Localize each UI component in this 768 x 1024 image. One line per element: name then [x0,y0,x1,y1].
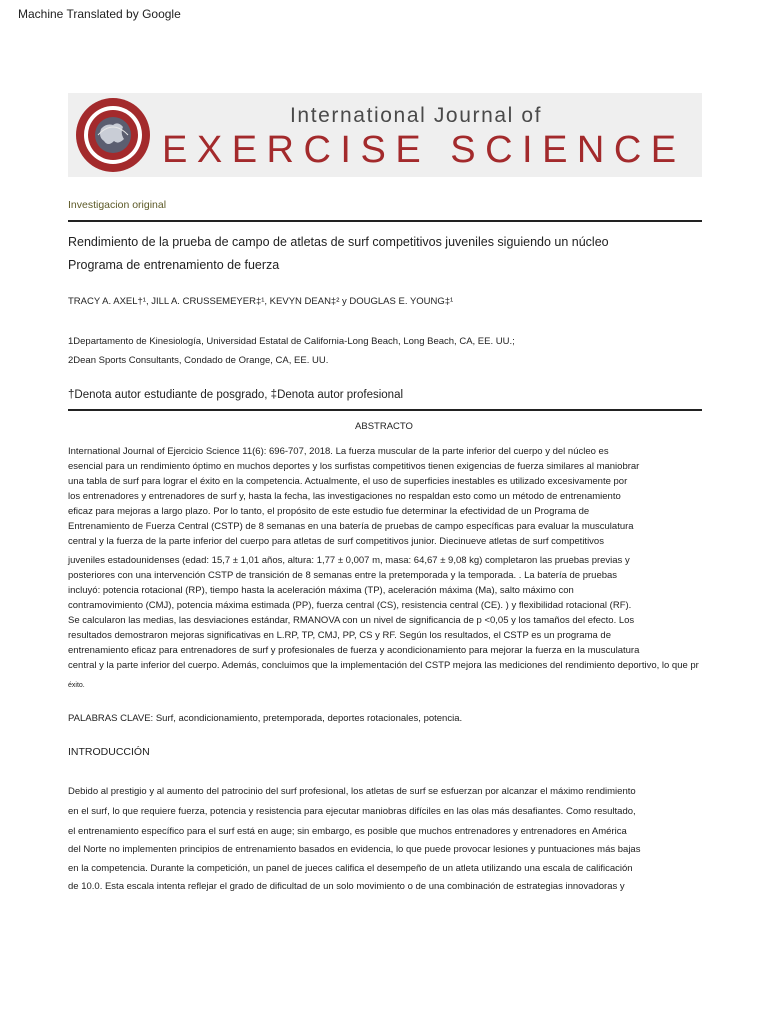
abstract-line: Se calcularon las medias, las desviaciones estándar, RMANOVA con un nivel de significancia de p <0,05 y los tamaños del efecto. Los [68,615,635,626]
introduction-heading: INTRODUCCIÓN [68,746,150,758]
affiliation: 2Dean Sports Consultants, Condado de Orange, CA, EE. UU. [68,355,329,366]
affiliation: 1Departamento de Kinesiología, Universidad Estatal de California-Long Beach, Long Beach, CA, EE. UU.; [68,336,515,347]
abstract-line: International Journal of Ejercicio Science 11(6): 696-707, 2018. La fuerza muscular de la parte inferior del cuerpo y del núcleo es [68,446,609,457]
author-denote-note: †Denota autor estudiante de posgrado, ‡Denota autor profesional [68,389,404,401]
abstract-line: eficaz para mejoras a largo plazo. Por lo tanto, el propósito de este estudio fue determinar la efectividad de un Programa de [68,506,590,517]
abstract-line: resultados demostraron mejoras significativas en L.RP, TP, CMJ, PP, CS y RF. Según los resultados, el CSTP es un programa de [68,630,611,641]
abstract-line: esencial para un rendimiento óptimo en muchos deportes y los surfistas competitivos tienen exigencias de fuerza similares al maniobrar [68,461,640,472]
abstract-line: posteriores con una intervención CSTP de transición de 8 semanas entre la pretemporada y la temporada. . La batería de pruebas [68,570,618,581]
divider [68,409,702,411]
introduction-line: el entrenamiento específico para el surf está en auge; sin embargo, es posible que muchos entrenadores y entrenadores en América [68,826,627,837]
introduction-line: Debido al prestigio y al aumento del patrocinio del surf profesional, los atletas de surf se esfuerzan por alcanzar el máximo rendimiento [68,786,636,797]
journal-banner [68,93,702,177]
introduction-line: del Norte no implementen principios de entrenamiento basados en evidencia, lo que puede provocar lesiones y puntuaciones más bajas [68,844,641,855]
abstract-line-tail: éxito. [68,682,85,689]
abstract-line: juveniles estadounidenses (edad: 15,7 ± 1,01 años, altura: 1,77 ± 0,007 m, masa: 64,67 ± 9,08 kg) completaron las pruebas previas y [68,555,630,566]
article-type: Investigacion original [68,199,167,211]
abstract-line: Entrenamiento de Fuerza Central (CSTP) de 8 semanas en una batería de pruebas de campo específicas para evaluar la musculatura [68,521,634,532]
article-title-line: Rendimiento de la prueba de campo de atletas de surf competitivos juveniles siguiendo un núcleo [68,235,609,249]
journal-name-top: International Journal of [290,104,543,127]
abstract-line: incluyó: potencia rotacional (RP), tiempo hasta la aceleración máxima (TP), aceleración máxima (Ma), salto máximo con [68,585,574,596]
journal-name-main: EXERCISE SCIENCE [162,129,686,171]
abstract-line: central y la parte inferior del cuerpo. Además, concluimos que la implementación del CSTP mejora las mediciones del rendimiento deportivo, lo que pr [68,660,699,671]
machine-translated-note: Machine Translated by Google [18,7,181,21]
introduction-line: en la competencia. Durante la competición, un panel de jueces califica el desempeño de un atleta utilizando una escala de calificación [68,863,633,874]
introduction-line: en el surf, lo que requiere fuerza, potencia y resistencia para ejecutar maniobras difíciles en las olas más desafiantes. Como resultado, [68,806,636,817]
abstract-heading: ABSTRACTO [355,421,413,432]
author-list: TRACY A. AXEL†¹, JILL A. CRUSSEMEYER‡¹, KEVYN DEAN‡² y DOUGLAS E. YOUNG‡¹ [68,296,454,307]
abstract-line: una tabla de surf para lograr el éxito en la competencia. Actualmente, el uso de superficies inestables es utilizado excesivamente por [68,476,628,487]
abstract-line: entrenamiento eficaz para entrenadores de surf y profesionales de fuerza y acondicionamiento para mejorar la fuerza en la musculatura [68,645,640,656]
article-title-line: Programa de entrenamiento de fuerza [68,258,280,272]
abstract-line: central y la fuerza de la parte inferior del cuerpo para atletas de surf competitivos junior. Diecinueve atletas de surf competitivos [68,536,604,547]
keywords: PALABRAS CLAVE: Surf, acondicionamiento, pretemporada, deportes rotacionales, potencia. [68,713,463,724]
introduction-line: de 10.0. Esta escala intenta reflejar el grado de dificultad de un solo movimiento o de una combinación de estrategias innovadoras y [68,881,625,892]
abstract-line: contramovimiento (CMJ), potencia máxima estimada (PP), fuerza central (CS), resistencia central (CE). ) y flexibilidad rotacional (RF). [68,600,632,611]
divider [68,220,702,222]
abstract-line: los entrenadores y entrenadores de surf y, hasta la fecha, las investigaciones no respaldan esto como un método de entrenamiento [68,491,621,502]
